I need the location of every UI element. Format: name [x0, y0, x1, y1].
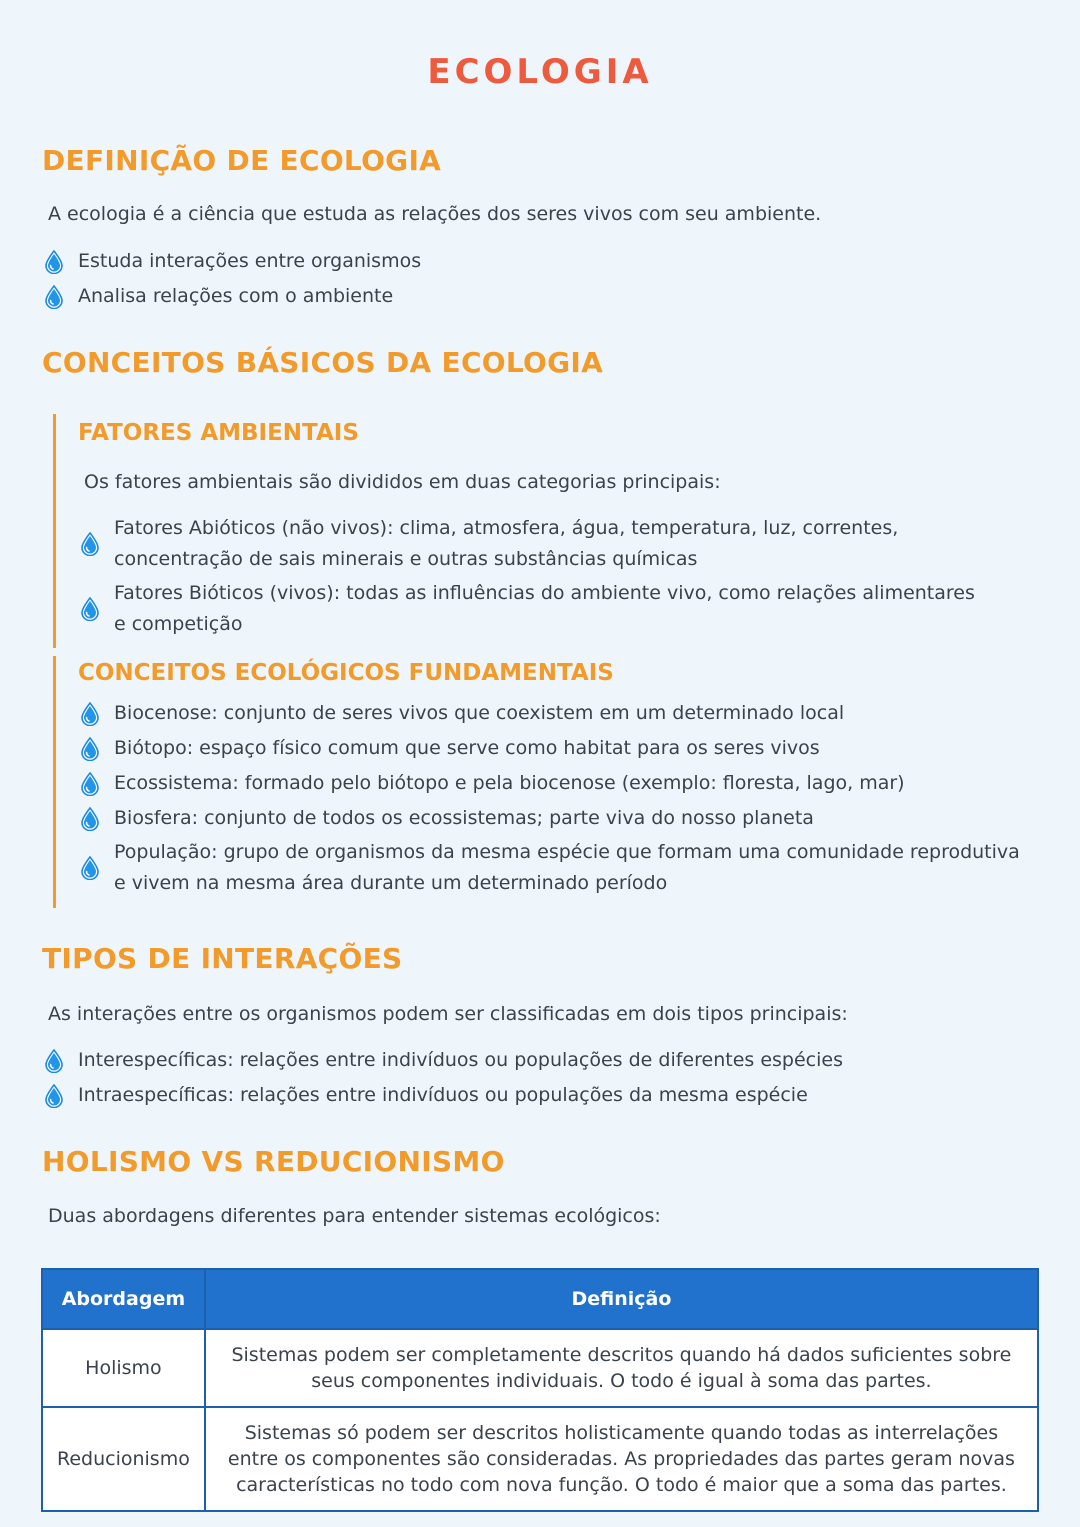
- heading-interacoes: TIPOS DE INTERAÇÕES: [42, 942, 403, 975]
- list-item: [80, 513, 1010, 575]
- list-item: [44, 281, 944, 312]
- water-drop-icon: [44, 285, 64, 309]
- holismo-intro: Duas abordagens diferentes para entender sistemas ecológicos:: [48, 1205, 661, 1227]
- heading-holismo: HOLISMO VS REDUCIONISMO: [42, 1145, 505, 1178]
- list-item-text: Fatores Abióticos (não vivos): clima, atmosfera, água, temperatura, luz, correntes, concentração de sais minerais e outras substâncias químicas: [114, 517, 899, 570]
- table-cell: Sistemas só podem ser descritos holisticamente quando todas as interrelações entre os componentes são consideradas. As propriedades das partes geram novas características no todo com nova função. O todo é maior que a soma das partes.: [205, 1407, 1038, 1511]
- heading-fatores: FATORES AMBIENTAIS: [78, 420, 359, 446]
- list-item-text: Biótopo: espaço físico comum que serve como habitat para os seres vivos: [114, 737, 820, 759]
- water-drop-icon: [80, 807, 100, 831]
- interacoes-intro: As interações entre os organismos podem ser classificadas em dois tipos principais:: [48, 1003, 848, 1025]
- section-accent-bar: [53, 414, 56, 648]
- table-row: [42, 1329, 1038, 1407]
- heading-fundamentais: CONCEITOS ECOLÓGICOS FUNDAMENTAIS: [78, 660, 614, 686]
- comparison-table: [41, 1268, 1039, 1512]
- column-header-abordagem: Abordagem: [42, 1269, 205, 1329]
- list-item: [80, 837, 1020, 899]
- column-header-definicao: Definição: [205, 1269, 1038, 1329]
- water-drop-icon: [80, 737, 100, 761]
- water-drop-icon: [80, 532, 100, 556]
- table-cell: Reducionismo: [42, 1407, 205, 1511]
- list-item: [80, 698, 1010, 729]
- list-item-text: Biocenose: conjunto de seres vivos que coexistem em um determinado local: [114, 702, 845, 724]
- definicao-intro: A ecologia é a ciência que estuda as relações dos seres vivos com seu ambiente.: [48, 203, 822, 225]
- list-item-text: Intraespecíficas: relações entre indivíduos ou populações da mesma espécie: [78, 1084, 808, 1106]
- list-item-text: Biosfera: conjunto de todos os ecossistemas; parte viva do nosso planeta: [114, 807, 814, 829]
- water-drop-icon: [44, 1084, 64, 1108]
- list-item: [80, 733, 1010, 764]
- list-item: [80, 578, 980, 640]
- list-item-text: Estuda interações entre organismos: [78, 250, 422, 272]
- table-row: [42, 1407, 1038, 1511]
- list-item: [80, 803, 1010, 834]
- list-item: [44, 1045, 1004, 1076]
- list-item-text: Ecossistema: formado pelo biótopo e pela biocenose (exemplo: floresta, lago, mar): [114, 772, 905, 794]
- heading-conceitos: CONCEITOS BÁSICOS DA ECOLOGIA: [42, 346, 604, 379]
- water-drop-icon: [80, 772, 100, 796]
- fatores-intro: Os fatores ambientais são divididos em duas categorias principais:: [84, 471, 721, 493]
- section-accent-bar: [53, 656, 56, 908]
- table-header-row: [42, 1269, 1038, 1329]
- water-drop-icon: [44, 250, 64, 274]
- water-drop-icon: [80, 856, 100, 880]
- list-item: [80, 768, 1010, 799]
- page-title: ECOLOGIA: [427, 52, 653, 92]
- list-item: [44, 246, 944, 277]
- water-drop-icon: [44, 1049, 64, 1073]
- list-item-text: Interespecíficas: relações entre indivíduos ou populações de diferentes espécies: [78, 1049, 843, 1071]
- water-drop-icon: [80, 702, 100, 726]
- list-item-text: Fatores Bióticos (vivos): todas as influências do ambiente vivo, como relações alimentares e competição: [114, 582, 975, 635]
- water-drop-icon: [80, 597, 100, 621]
- heading-definicao: DEFINIÇÃO DE ECOLOGIA: [42, 144, 442, 177]
- list-item-text: Analisa relações com o ambiente: [78, 285, 394, 307]
- list-item-text: População: grupo de organismos da mesma espécie que formam uma comunidade reprodutiva e vivem na mesma área durante um determinado período: [114, 841, 1020, 894]
- table-cell: Sistemas podem ser completamente descritos quando há dados suficientes sobre seus componentes individuais. O todo é igual à soma das partes.: [205, 1329, 1038, 1407]
- table-cell: Holismo: [42, 1329, 205, 1407]
- list-item: [44, 1080, 1004, 1111]
